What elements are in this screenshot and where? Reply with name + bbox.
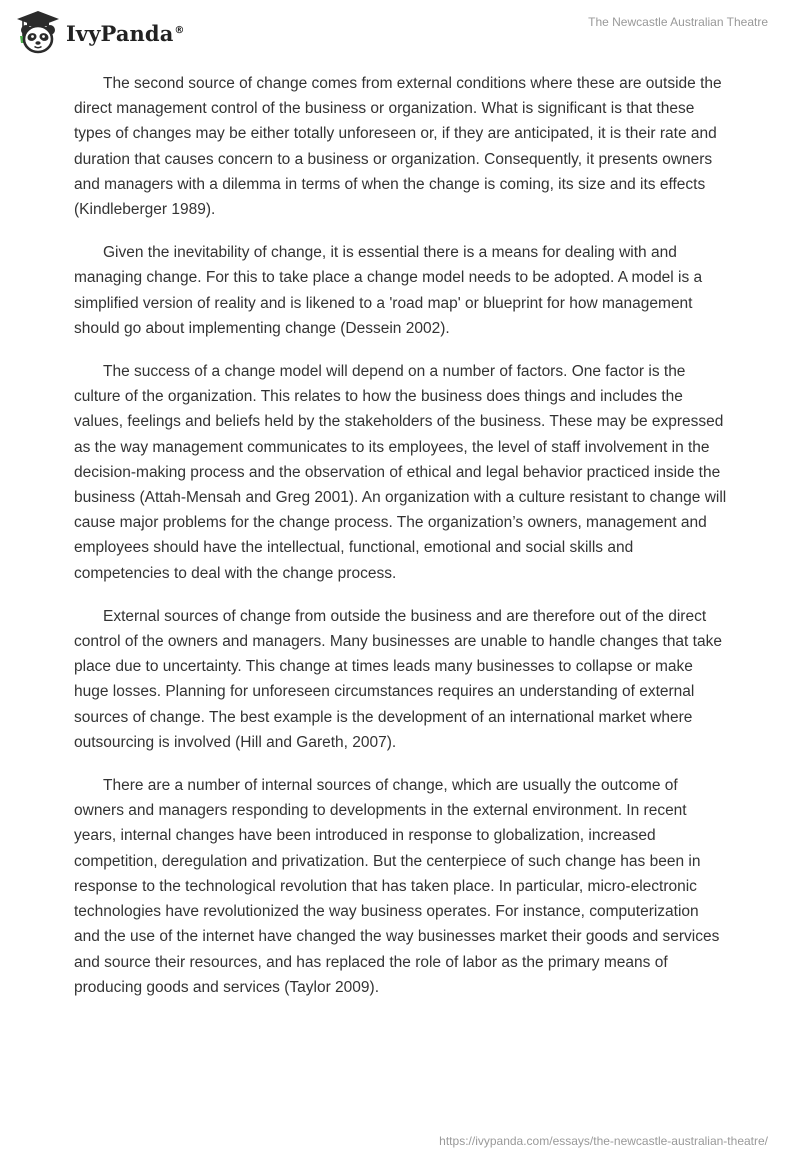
document-title: The Newcastle Australian Theatre: [588, 15, 768, 29]
paragraph: Given the inevitability of change, it is essential there is a means for dealing with and managing change. For this to take place a change model needs to be adopted. A model is a simplified version of reality and is likened to a 'road map' or blueprint for how management should go about implementing change (Dessein 2002).: [74, 244, 703, 337]
registered-mark: ®: [174, 24, 185, 36]
paragraph: External sources of change from outside the business and are therefore out of the direct control of the owners and managers. Many businesses are unable to handle changes that take place due to uncertainty. This change at times leads many businesses to collapse or make huge losses. Planning for unforeseen circumstances requires an understanding of external sources of change. The best example is the development of an international market where outsourcing is involved (Hill and Gareth, 2007).: [74, 607, 722, 751]
paragraph: The second source of change comes from external conditions where these are outside the direct management control of the business or organization. What is significant is that these types of changes may be either totally unforeseen or, if they are anticipated, it is their rate and duration that causes concern to a business or organization. Consequently, it presents owners and managers with a dilemma in terms of when the change is coming, its size and its effects (Kindleberger 1989).: [74, 75, 722, 219]
essay-body: [74, 71, 728, 1018]
paragraph: The success of a change model will depend on a number of factors. One factor is the culture of the organization. This relates to how the business does things and includes the values, feelings and beliefs held by the stakeholders of the business. These may be expressed as the way management communicates to its employees, the level of staff involvement in the decision-making process and the observation of ethical and legal behavior practiced inside the business (Attah-Mensah and Greg 2001). An organization with a culture resistant to change will cause major problems for the change process. The organization’s owners, management and employees should have the intellectual, functional, emotional and social skills and competencies to deal with the change process.: [74, 363, 727, 582]
logo-wordmark: IvyPanda®: [66, 20, 185, 46]
paragraph: There are a number of internal sources of change, which are usually the outcome of owners and managers responding to developments in the external environment. In recent years, internal changes have been introduced in response to globalization, increased competition, deregulation and privatization. But the centerpiece of such change has been in response to the technological revolution that has taken place. In particular, micro-electronic technologies have revolutionized the way business operates. For instance, computerization and the use of the internet have changed the way businesses market their goods and services and source their resources, and has replaced the role of labor as the primary means of producing goods and services (Taylor 2009).: [74, 777, 720, 996]
panda-graduate-icon: [14, 8, 62, 56]
page-header: [0, 0, 800, 60]
ivypanda-logo[interactable]: [14, 8, 185, 56]
source-url[interactable]: https://ivypanda.com/essays/the-newcastle-australian-theatre/: [439, 1134, 768, 1148]
